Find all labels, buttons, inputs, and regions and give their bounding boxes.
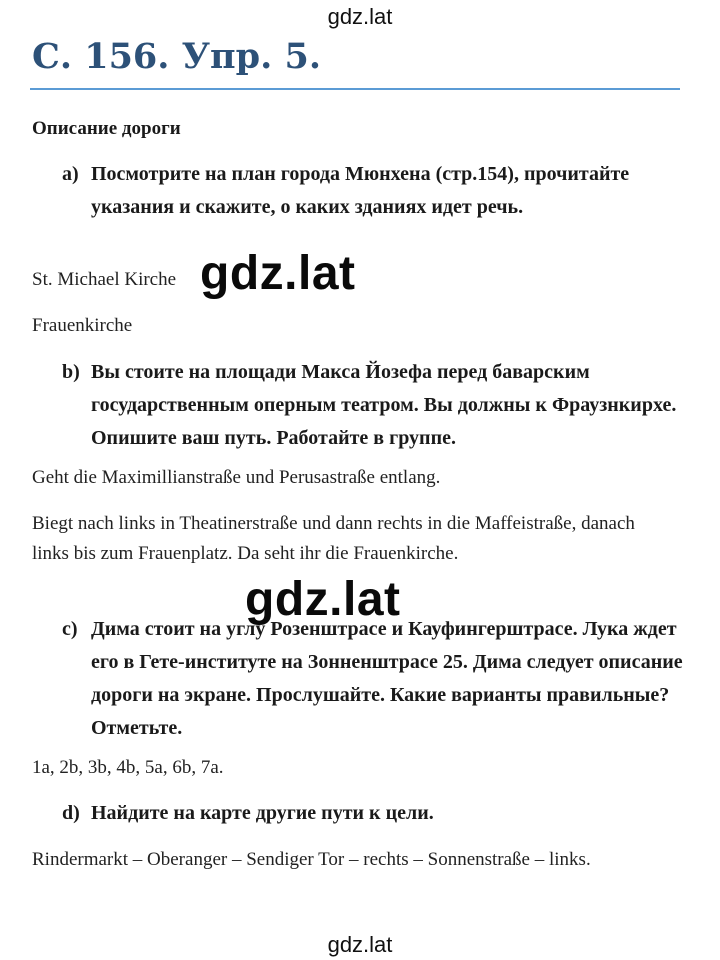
task-b-text: Вы стоите на площади Макса Йозефа перед баварским государственным оперным театром. Вы должны к Фраузнкирхе. Опишите ваш путь. Работайте в группе.	[91, 361, 677, 449]
answer-a-2: Frauenkirche	[32, 315, 133, 336]
title-underline	[30, 88, 680, 90]
watermark-middle: gdz.lat	[200, 247, 356, 300]
answer-b-2: Biegt nach links in Theatinerstraße und dann rechts in die Maffeistraße, danach links bis zum Frauenplatz. Da seht ihr die Frauenkirche.	[32, 513, 635, 564]
page-title: С. 156. Упр. 5.	[32, 36, 322, 77]
answer-a-1: St. Michael Kirche	[32, 269, 177, 290]
task-a-label: a)	[62, 163, 79, 185]
task-c	[62, 613, 702, 745]
task-d-label: d)	[62, 802, 80, 824]
watermark-bottom: gdz.lat	[327, 932, 393, 957]
answer-d-1: Rindermarkt – Oberanger – Sendiger Tor – rechts – Sonnenstraße – links.	[32, 849, 591, 870]
task-b-label: b)	[62, 361, 80, 383]
watermark-lower: gdz.lat	[245, 573, 401, 626]
task-a	[62, 158, 702, 224]
task-d-text: Найдите на карте другие пути к цели.	[91, 802, 434, 824]
task-d	[62, 797, 702, 830]
task-b	[62, 356, 702, 455]
task-c-text: Дима стоит на углу Розенштрасе и Кауфингерштрасе. Лука ждет его в Гете-институте на Зонненштрасе 25. Дима следует описание дороги на экране. Прослушайте. Какие варианты правильные? Отметьте.	[91, 618, 683, 739]
task-c-label: c)	[62, 618, 78, 640]
answer-b-1: Geht die Maximillianstraße und Perusastraße entlang.	[32, 467, 441, 488]
section-heading: Описание дороги	[32, 118, 181, 139]
watermark-top: gdz.lat	[327, 4, 393, 29]
answer-c-1: 1a, 2b, 3b, 4b, 5a, 6b, 7a.	[32, 757, 224, 778]
task-a-text: Посмотрите на план города Мюнхена (стр.154), прочитайте указания и скажите, о каких зданиях идет речь.	[91, 163, 630, 218]
